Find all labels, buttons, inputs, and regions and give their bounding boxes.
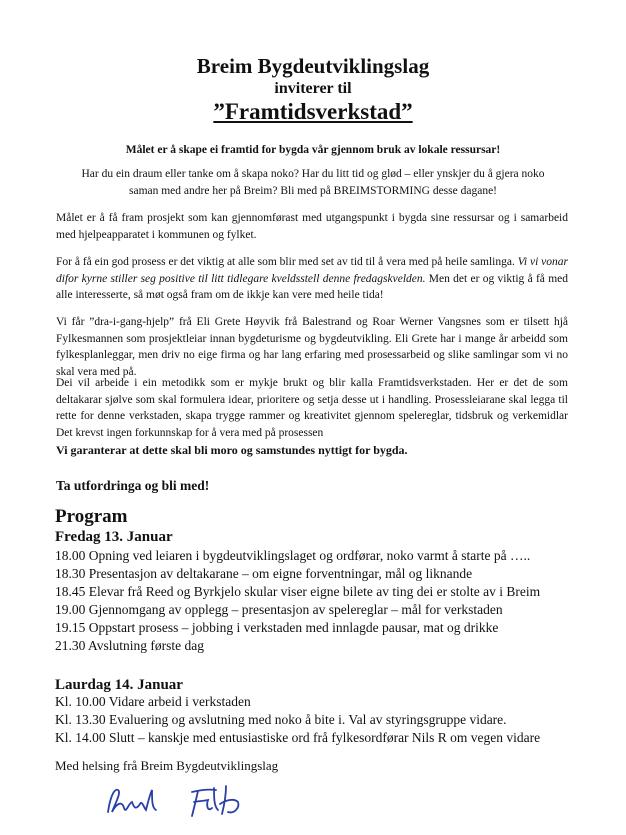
guarantee-statement: Vi garanterar at dette skal bli moro og samstundes nyttigt for bygda. <box>56 443 408 457</box>
process-end-text: Men det er og viktig å få med alle interesserte, så møt også fram om de ikkje kan vere med heile tida! <box>56 272 568 301</box>
day-saturday-label: Laurdag 14. Januar <box>55 677 183 693</box>
schedule-item: 18.00 Opning ved leiaren i bygdeutviklingslaget og ordførar, noko varmt å starte på ….. <box>55 548 531 563</box>
program-title: Program <box>55 506 128 527</box>
day-friday-label: Fredag 13. Januar <box>55 529 173 545</box>
friday-schedule <box>55 547 575 655</box>
challenge-statement: Ta utfordringa og bli med! <box>56 478 210 493</box>
goal-statement: Målet er å skape ei framtid for bygda vår gjennom bruk av lokale ressursar! <box>125 144 501 156</box>
schedule-item: Kl. 10.00 Vidare arbeid i verkstaden <box>55 694 251 709</box>
handwritten-signature <box>100 778 280 829</box>
process-text: For å få ein god prosess er det viktig at alle som blir med set av tid til å vera med på heile samlinga. <box>56 256 518 268</box>
org-title: Breim Bygdeutviklingslag <box>196 54 430 78</box>
intro-line-2: saman med andre her på Breim? Bli med på BREIMSTORMING desse dagane! <box>128 185 498 197</box>
schedule-item: Kl. 14.00 Slutt – kanskje med entusiastiske ord frå fylkesordførar Nils R om vegen vidare <box>55 730 541 745</box>
schedule-item: 19.15 Oppstart prosess – jobbing i verkstaden med innlagde pausar, mat og drikke <box>55 620 499 635</box>
intro-line-1: Har du ein draum eller tanke om å skapa noko? Har du litt tid og glød – eller ynskjer du å gjera noko <box>81 168 545 180</box>
paragraph-purpose: Målet er å få fram prosjekt som kan gjennomførast med utgangspunkt i bygda sine ressursar og i samarbeid med hjelpeapparatet i kommunen og fylket. <box>56 212 568 241</box>
paragraph-method: Dei vil arbeide i ein metodikk som er mykje brukt og blir kalla Framtidsverkstaden. Her er det de som deltakarar sjølve som skal formulera idear, prioritere og setja desse ut i handling. Prosessleiarane skal legga til rette for denne verkstaden, skapa trygge rammer og kreativitet gjennom spelereglar, tidsbruk og verkemidlar Det krevst ingen forkunnskap for å vera med på prosessen <box>56 377 568 439</box>
saturday-schedule <box>55 693 575 747</box>
event-title: ”Framtidsverkstad” <box>213 99 413 124</box>
process-italic-text: Vi vi vonar difor kyrne stiller seg positive til litt tidlegare kveldsstell denne fredagskvelden. <box>56 256 568 285</box>
schedule-item: 18.45 Elevar frå Reed og Byrkjelo skular viser eigne bilete av ting dei er stolte av i Breim <box>55 584 541 599</box>
closing-greeting: Med helsing frå Breim Bygdeutviklingslag <box>55 758 279 773</box>
schedule-item: 21.30 Avslutning første dag <box>55 638 204 653</box>
paragraph-process <box>56 254 568 304</box>
schedule-item: Kl. 13.30 Evaluering og avslutning med noko å bite i. Val av styringsgruppe vidare. <box>55 712 507 727</box>
schedule-item: 19.00 Gjennomgang av opplegg – presentasjon av spelereglar – mål for verkstaden <box>55 602 503 617</box>
schedule-item: 18.30 Presentasjon av deltakarane – om eigne forventningar, mål og liknande <box>55 566 473 581</box>
invites-subtitle: inviterer til <box>274 80 352 97</box>
intro-text <box>40 166 586 200</box>
paragraph-facilitators: Vi får ”dra-i-gang-hjelp” frå Eli Grete Høyvik frå Balestrand og Roar Werner Vangsnes som er tilsett hjå Fylkesmannen som prosjektleiar innan bygdeturisme og bygdeutvikling. Eli Grete har i mange år arbeidd som fylkesplanleggar, men driv no eige firma og har lang erfaring med prosessarbeid og slike samlingar som vi no skal vera med på. <box>56 316 568 378</box>
